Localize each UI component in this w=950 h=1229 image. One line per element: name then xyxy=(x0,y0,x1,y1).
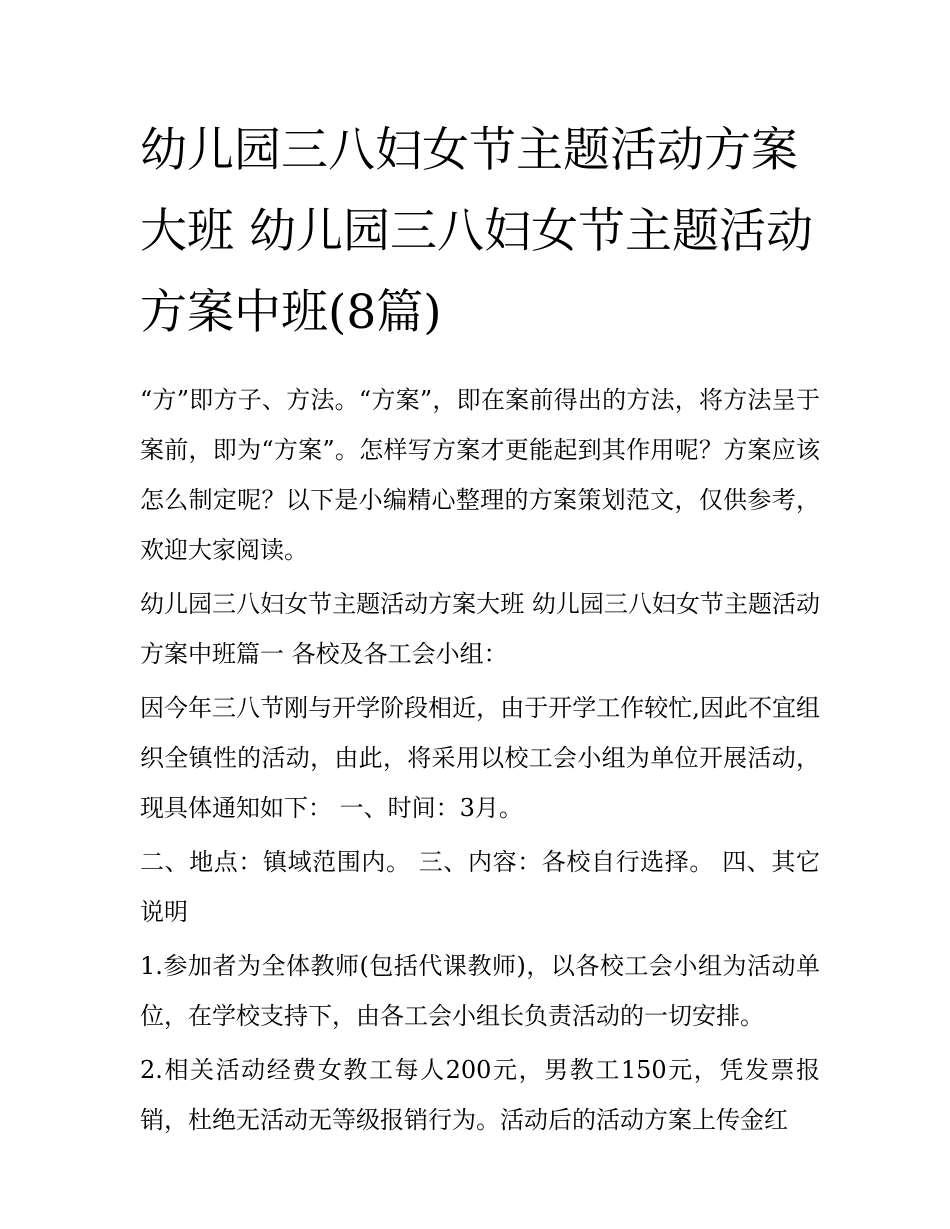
document-page xyxy=(140,110,820,1145)
body-paragraph: 二、地点：镇域范围内。 三、内容：各校自行选择。 四、其它说明 xyxy=(140,848,820,926)
intro-paragraph: “方”即方子、方法。“方案”，即在案前得出的方法，将方法呈于案前，即为“方案”。怎样写方案才更能起到其作用呢？方案应该怎么制定呢？以下是小编精心整理的方案策划范文，仅供参考，欢迎大家阅读。 xyxy=(140,386,820,564)
list-item-paragraph: 2.相关活动经费女教工每人200元，男教工150元，凭发票报销，杜绝无活动无等级报销行为。活动后的活动方案上传金红 xyxy=(140,1056,820,1134)
body-paragraph: 因今年三八节刚与开学阶段相近，由于开学工作较忙,因此不宜组织全镇性的活动，由此，将采用以校工会小组为单位开展活动，现具体通知如下： 一、时间：3月。 xyxy=(140,694,820,822)
document-title: 幼儿园三八妇女节主题活动方案大班 幼儿园三八妇女节主题活动方案中班(8篇) xyxy=(140,123,813,340)
section-heading-paragraph: 幼儿园三八妇女节主题活动方案大班 幼儿园三八妇女节主题活动方案中班篇一 各校及各工会小组： xyxy=(140,590,820,668)
list-item-paragraph: 1.参加者为全体教师(包括代课教师)，以各校工会小组为活动单位，在学校支持下，由各工会小组长负责活动的一切安排。 xyxy=(140,952,820,1030)
